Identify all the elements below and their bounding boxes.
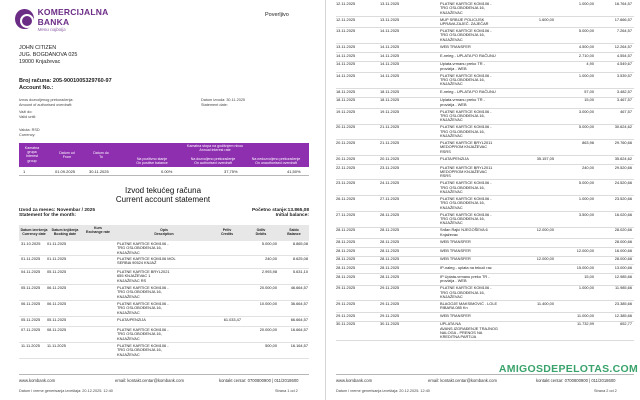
statement-month-en: Statement for the month: [19,213,77,218]
table-row [336,54,634,62]
row-balance: 23.520,66 [614,196,632,201]
row-balance: 12.264,57 [614,43,632,49]
row-debit: 1.000,00 [578,196,594,201]
row-balance: 8.625,08 [292,256,308,261]
row-currency-date: 12.11.2025 [336,1,356,6]
valid-until-en: Valid until: [19,114,37,119]
row-balance: 4.554,57 [616,52,632,58]
row-currency-date: 04.11.2025 [21,269,41,274]
table-row [336,141,634,156]
row-booking-date: 21.11.2025 [380,140,400,146]
table-row [336,125,634,140]
row-currency-date: 07.11.2025 [21,327,41,332]
table-row [336,181,634,196]
transactions-table-header [19,225,309,241]
col-exchange-rate: Kurs Exchange rate [86,226,110,235]
row-credit: 1.600,00 [538,16,554,22]
table-row [336,249,634,257]
row-description: PLATNE KARTICE BRYL2011 MEDOPROM KNJAŽEVAC RSRS [440,140,493,154]
account-info [19,78,112,92]
row-description: Uplata-vrmanu preko TR - provizija - WEB [440,97,485,107]
row-debit: 240,00 [265,256,277,261]
row-credit: 61.033,47 [223,317,241,322]
row-currency-date: 23.11.2025 [336,180,356,186]
footer-email[interactable]: email: kontakt.centar@kombank.com [115,378,184,383]
table-row [336,286,634,301]
row-description: Uplata-vrmanu preko TR - provizija - WEB [440,61,485,71]
row-booking-date: 21.11.2025 [380,124,400,130]
row-currency-date: 28.11.2025 [336,238,356,244]
rate-col-from: Datum od From [59,151,75,160]
footer-page-number: Strana 2 od 2 [594,389,617,393]
currency-sr: Valuta: RSD [19,128,40,132]
row-description: PLATNE KARTICE KOM106 - TRG OSLOBOĐENJA 16, KNJAŽEVAC [440,211,492,226]
row-description: UPLATA NA AVANS.IZGRAĐENJE TRAJNOG NALOGA - PRENOS NA KREDITNA PARTIJA [440,321,498,340]
row-debit: 15,00 [584,97,594,103]
row-description: PLATNE KARTICE KOM106 - TRG OSLOBOĐENJA 16, KNJAŽEVAC [117,327,169,341]
overdraft-label-en: Amount of authorised overdraft: [19,102,73,107]
row-balance: 467,57 [620,108,632,114]
row-booking-date: 14.11.2025 [380,43,400,49]
row-description: PLATNE KARTICE KOM106 - TRG OSLOBOĐENJA 16, KNJAŽEVAC [440,1,492,15]
row-currency-date: 19.11.2025 [336,108,356,114]
row-balance: 13.000,66 [614,265,632,271]
row-balance: 28.020,66 [614,227,632,233]
bank-logo-icon [15,9,34,29]
table-row [336,240,634,248]
row-balance: 16.664,57 [290,327,308,332]
row-balance: 46.664,57 [290,285,308,290]
footer-generated-date: Datum i vreme generisanja izveštaja: 20.12.2025. 12:40 [336,389,430,393]
col-booking-date: Datum knjiženja Booking date [51,228,79,237]
row-balance: 652,77 [620,321,632,327]
row-description: PLATNE KARTICE KOM106 - TRG OSLOBOĐENJA 16, KNJAŽEVAC [117,241,169,255]
row-booking-date: 18.11.2025 [380,97,400,103]
row-currency-date: 29.11.2025 [336,301,356,307]
row-booking-date: 14.11.2025 [380,52,400,58]
row-balance: 3.539,57 [616,72,632,78]
row-booking-date: 05.11.2025 [47,269,67,274]
table-row [19,344,309,359]
row-currency-date: 31.10.2025 [21,241,41,246]
account-number-label-en: Account No.: [19,85,54,91]
table-row [336,110,634,125]
rate-col-unauthorised: Na nedozvoljeno prekoračenje On unauthorised overdraft [251,157,301,166]
row-description: PLATNE KARTICE KOM106 MOL SERBIA 90524 KNJAŽ [117,256,176,266]
account-number: Broj računa: 205-9001005329760-97 [19,78,112,84]
col-description: Opis Description [154,228,174,237]
initial-balance-sr: Početno stanje:13.865,08 [251,208,309,213]
row-balance: 36.664,57 [290,301,308,306]
row-balance: 12.985,66 [614,274,632,279]
row-description: E-neleg - UPLATA PO RAČUNU [440,52,496,58]
row-currency-date: 14.11.2025 [336,52,356,58]
table-row [336,18,634,29]
row-debit: 20.000,00 [259,327,277,332]
row-currency-date: 26.11.2025 [336,196,356,201]
row-debit: 2.710,00 [578,52,594,58]
row-debit: 12.000,00 [576,247,594,253]
row-debit: 10.000,00 [259,301,277,306]
row-booking-date: 28.11.2025 [380,256,400,262]
row-debit: 240,00 [582,164,594,170]
statement-title-en: Current account statement [115,195,211,204]
row-currency-date: 27.11.2025 [336,211,356,217]
row-booking-date: 14.11.2025 [380,28,400,34]
table-row [336,157,634,165]
row-description: PLATNE KARTICE KOM106 - TRG OSLOBOĐENJA 16, KNJAŽEVAC [440,180,492,194]
row-balance: 11.985,66 [614,285,632,291]
rate-col-authorised: Na dozvoljeno prekoračenje On authorised overdraft [190,157,236,166]
row-currency-date: 01.11.2025 [21,256,41,261]
row-description: PLATNE KARTICE KOM106 - TRG OSLOBOĐENJA 16, KNJAŽEVAC [440,108,492,123]
table-row [336,275,634,286]
row-description: WEB TRANSFER [440,247,471,253]
footer-divider [19,374,309,375]
rate-unauthorised: 41,50% [287,169,301,174]
row-booking-date: 08.11.2025 [47,327,67,332]
row-booking-date: 20.11.2025 [380,155,400,161]
row-currency-date: 05.11.2025 [21,285,41,290]
row-description: PLATNE KARTICE KOM106 - TRG OSLOBOĐENJA 16, KNJAŽEVAC [440,285,492,299]
row-description: PLATNE KARTICE KOM106 - TRG OSLOBOĐENJA 16, KNJAŽEVAC [440,196,492,210]
statement-page-1 [3,0,321,400]
row-description: PLATNE KARTICE KOM106 - TRG OSLOBOĐENJA 16, KNJAŽEVAC [440,72,492,87]
row-currency-date: 18.11.2025 [336,88,356,94]
row-description: IP-naleg - uplata na tekući rac [440,265,492,271]
row-balance: 4.549,67 [616,61,632,67]
row-description: WEB TRANSFER [440,256,471,262]
row-balance: 16.000,66 [614,247,632,253]
row-description: WEB TRANSFER [440,238,471,244]
row-currency-date: 30.11.2025 [336,321,356,327]
interest-rate-header [19,143,309,167]
row-booking-date: 06.11.2025 [47,301,67,306]
row-currency-date: 20.11.2025 [336,140,356,146]
row-debit: 5.000,00 [578,28,594,34]
row-booking-date: 18.11.2025 [380,88,400,94]
customer-street: JUG. BOGDANOVA 025 [19,51,78,58]
col-debits: Odliv Debits [255,228,267,237]
row-currency-date: 12.11.2025 [336,16,356,22]
row-currency-date: 28.11.2025 [336,256,356,262]
valid-until-sr: Važi do: [19,110,33,114]
row-description: PLATNE KARTICE BRYL2021 655 KNJAŽEVAC 1 KNJAŽEVAC RS [117,269,170,283]
row-debit: 15,00 [584,274,594,279]
row-description: PLATNE KARTICE BRYL2011 MEDOPROM KNJAŽEVAC RSRS [440,164,493,179]
table-row [19,257,309,269]
row-booking-date: 06.11.2025 [47,285,67,290]
row-balance: 17.666,57 [614,16,632,22]
row-debit: 1.000,00 [578,1,594,6]
row-balance: 28.000,66 [614,256,632,262]
row-currency-date: 20.11.2025 [336,155,356,161]
statement-title [63,186,263,204]
rate-authorised: 37,75% [224,169,238,174]
row-currency-date: 06.11.2025 [21,301,41,306]
table-row [336,74,634,89]
row-booking-date: 28.11.2025 [380,238,400,244]
row-booking-date: 28.11.2025 [380,265,400,271]
interest-rate-row [19,168,309,175]
row-debit: 4,90 [586,61,594,67]
statement-month [19,208,95,218]
footer-page-number: Strana 1 od 2 [275,389,298,393]
row-balance: 29.520,66 [614,164,632,170]
row-currency-date: 22.11.2025 [336,164,356,170]
row-booking-date: 14.11.2025 [380,72,400,78]
row-description: E-neleg - UPLATA PO RAČUNU [440,88,496,94]
footer-website[interactable]: www.kombank.com [336,378,373,383]
row-currency-date: 28.11.2025 [336,247,356,253]
rate-col-positive: Na pozitivno stanje On positive balance [136,157,168,166]
row-booking-date: 05.11.2025 [47,317,67,322]
table-row [336,90,634,98]
statement-month-sr: Izvod za mesec: Novembar / 2025 [19,208,95,213]
customer-city: 19000 Knjaževac [19,58,61,65]
col-currency-date: Datum izvršenja Currency date [20,228,48,237]
row-credit: 12.000,00 [536,227,554,233]
row-booking-date: 27.11.2025 [380,196,400,201]
row-currency-date: 13.11.2025 [336,28,356,34]
rate-to: 30.11.2025 [89,169,109,174]
row-balance: 8.865,08 [292,241,308,246]
row-booking-date: 01.11.2025 [47,256,67,261]
table-row [19,286,309,301]
footer-phone: kontakt centar: 0700800900 | 011/2018600 [536,378,616,383]
footer-website[interactable]: www.kombank.com [19,378,56,383]
row-debit: 863,96 [582,140,594,146]
row-balance: 16.164,57 [290,343,308,348]
valid-until [19,110,36,119]
row-currency-date: 28.11.2025 [336,227,356,233]
row-balance: 35.624,62 [614,155,632,161]
row-booking-date: 24.11.2025 [380,180,400,186]
statement-title-sr: Izvod tekućeg računa [124,186,202,195]
table-row [19,318,309,327]
bank-logo [15,6,135,32]
row-balance: 5.631,10 [292,269,308,274]
statement-date [201,98,245,107]
row-booking-date: 28.11.2025 [380,274,400,279]
row-debit: 5.000,00 [578,180,594,186]
footer-email[interactable]: email: kontakt.centar@kombank.com [428,378,497,383]
rate-from: 01.09.2025 [55,169,76,174]
row-credit: 12.000,00 [536,256,554,262]
row-currency-date: 05.11.2025 [21,317,41,322]
bank-tagline: Menu najbolja [37,26,66,32]
row-description: PLATNE KARTICE KOM106 - TRG OSLOBOĐENJA 16, KNJAŽEVAC [440,28,492,42]
currency-en: Currency: [19,132,36,137]
row-balance: 30.624,62 [614,124,632,130]
table-row [336,29,634,44]
table-row [336,166,634,181]
row-booking-date: 28.11.2025 [380,227,400,233]
row-description: WEB TRANSFER [440,312,471,318]
row-balance: 66.664,57 [290,317,308,322]
initial-balance-en: Initial balance: [275,213,309,218]
statement-date-sr: Datum izvoda: 30.11.2025 [201,98,246,102]
row-booking-date: 28.11.2025 [380,247,400,253]
row-booking-date: 30.11.2025 [380,321,400,327]
row-balance: 23.385,66 [614,301,632,307]
table-row [336,314,634,322]
currency [19,128,40,137]
table-row [336,2,634,17]
row-description: PLATA/PENZIJA [117,317,146,322]
row-description: IP Uplata-vrmanu preko TR - provizija - WEB [440,274,490,284]
rate-group: 1 [23,169,26,174]
row-debit: 3.500,00 [578,211,594,217]
row-balance: 3.467,57 [616,97,632,103]
table-row [336,322,634,341]
row-booking-date: 19.11.2025 [380,108,400,114]
footer-phone: kontakt centar: 0700800900 | 011/2018600 [219,378,299,383]
row-currency-date: 29.11.2025 [336,285,356,291]
table-row [336,213,634,228]
row-booking-date: 13.11.2025 [380,16,400,22]
bank-name: KOMERCIJALNA BANKA [37,6,109,27]
row-debit: 1.000,00 [578,72,594,78]
row-currency-date: 14.11.2025 [336,72,356,78]
row-debit: 4.500,00 [578,43,594,49]
row-credit: 11.400,00 [536,301,554,307]
confidential-label: Poverljivo [265,12,289,18]
col-credits: Priliv Credits [220,228,234,237]
table-row [336,257,634,265]
table-row [19,302,309,317]
row-debit: 3.000,00 [578,108,594,114]
statement-page-2 [330,0,638,400]
initial-balance [239,208,309,218]
table-row [336,228,634,239]
table-row [336,266,634,274]
row-balance: 24.520,66 [614,180,632,186]
rate-col-to: Datum do To [93,151,109,160]
row-description: MUP SRBIJE POLICIJSK UPRAVA ZAJEČ. ZAJEČAR [440,16,489,26]
row-currency-date: 29.11.2025 [336,312,356,318]
customer-name: JOHN CITIZEN [19,45,57,51]
divider [19,175,309,176]
row-debit: 15.000,00 [576,265,594,271]
row-description: PLATA/PENZIJA [440,155,469,161]
row-description: PLATNE KARTICE KOM106 - TRG OSLOBOĐENJA 16, KNJAŽEVAC [117,343,169,357]
row-booking-date: 23.11.2025 [380,164,400,170]
table-row [336,62,634,73]
row-debit: 11.732,99 [576,321,594,327]
row-description: PLATNE KARTICE KOM106 - TRG OSLOBOĐENJA 16, KNJAŽEVAC [117,301,169,315]
row-booking-date: 29.11.2025 [380,312,400,318]
row-balance: 16.020,66 [614,211,632,217]
row-debit: 20.000,00 [259,285,277,290]
row-debit: 2.993,98 [261,269,277,274]
col-balance: Saldo Balance [287,228,301,237]
table-row [336,98,634,109]
row-currency-date: 28.11.2025 [336,265,356,271]
row-booking-date: 29.11.2025 [380,285,400,291]
row-booking-date: 28.11.2025 [380,211,400,217]
table-row [19,328,309,343]
row-currency-date: 20.11.2025 [336,124,356,130]
rate-positive: 0.00% [161,169,173,174]
rate-col-group: Kamatna grupa Interest group [24,146,40,163]
row-credit: 35.157,05 [536,155,554,161]
row-balance: 12.385,66 [614,312,632,318]
row-booking-date: 11.11.2025 [47,343,66,348]
table-row [336,197,634,212]
row-description: PLATNE KARTICE KOM106 - TRG OSLOBOĐENJA 16, KNJAŽEVAC [440,124,492,138]
row-debit: 11.000,00 [576,312,594,318]
table-row [19,270,309,285]
row-balance: 16.764,57 [614,1,632,6]
row-debit: 1.000,00 [578,285,594,291]
table-row [336,302,634,313]
row-balance: 3.482,57 [616,88,632,94]
row-description: WEB TRANSFER [440,43,471,49]
overdraft-label-sr: Iznos dozvoljenog prekoračenja: [19,98,74,102]
row-description: PLATNE KARTICE KOM106 - TRG OSLOBOĐENJA 16, KNJAŽEVAC [117,285,169,299]
row-debit: 5.000,00 [261,241,277,246]
statement-date-en: Statement date: [201,102,228,107]
row-description: BLAGOJE MAKSIMOVIĆ . LOLE RIBARA 085 Kn [440,301,498,311]
row-balance: 7.264,57 [616,28,632,34]
row-balance: 29.760,66 [614,140,632,146]
overdraft-amount-label [19,98,73,107]
watermark-text: AMIGOSDEPELOTAS.COM [498,363,638,375]
table-row [336,45,634,53]
row-debit: 500,00 [265,343,277,348]
row-booking-date: 01.11.2025 [47,241,67,246]
row-currency-date: 14.11.2025 [336,61,356,67]
row-booking-date: 29.11.2025 [380,301,400,307]
row-booking-date: 14.11.2025 [380,61,400,67]
row-currency-date: 28.11.2025 [336,274,356,279]
row-balance: 28.000,66 [614,238,632,244]
page-separator [325,0,326,400]
customer-address [19,45,77,65]
table-row [19,242,309,256]
row-booking-date: 13.11.2025 [380,1,400,6]
row-debit: 57,00 [584,88,594,94]
row-currency-date: 18.11.2025 [336,97,356,103]
footer-generated-date: Datum i vreme generisanja izveštaja: 20.12.2025. 12:40 [19,389,113,393]
row-description: Srđan Rajić NJEGOŠEVA 6 Knjaževac [440,227,488,237]
row-currency-date: 11.11.2025 [21,343,40,348]
row-debit: 5.000,00 [578,124,594,130]
rate-col-annual: Kamatna stopa na godišnjem nivou Annual interest rate [186,144,244,153]
row-currency-date: 13.11.2025 [336,43,356,49]
